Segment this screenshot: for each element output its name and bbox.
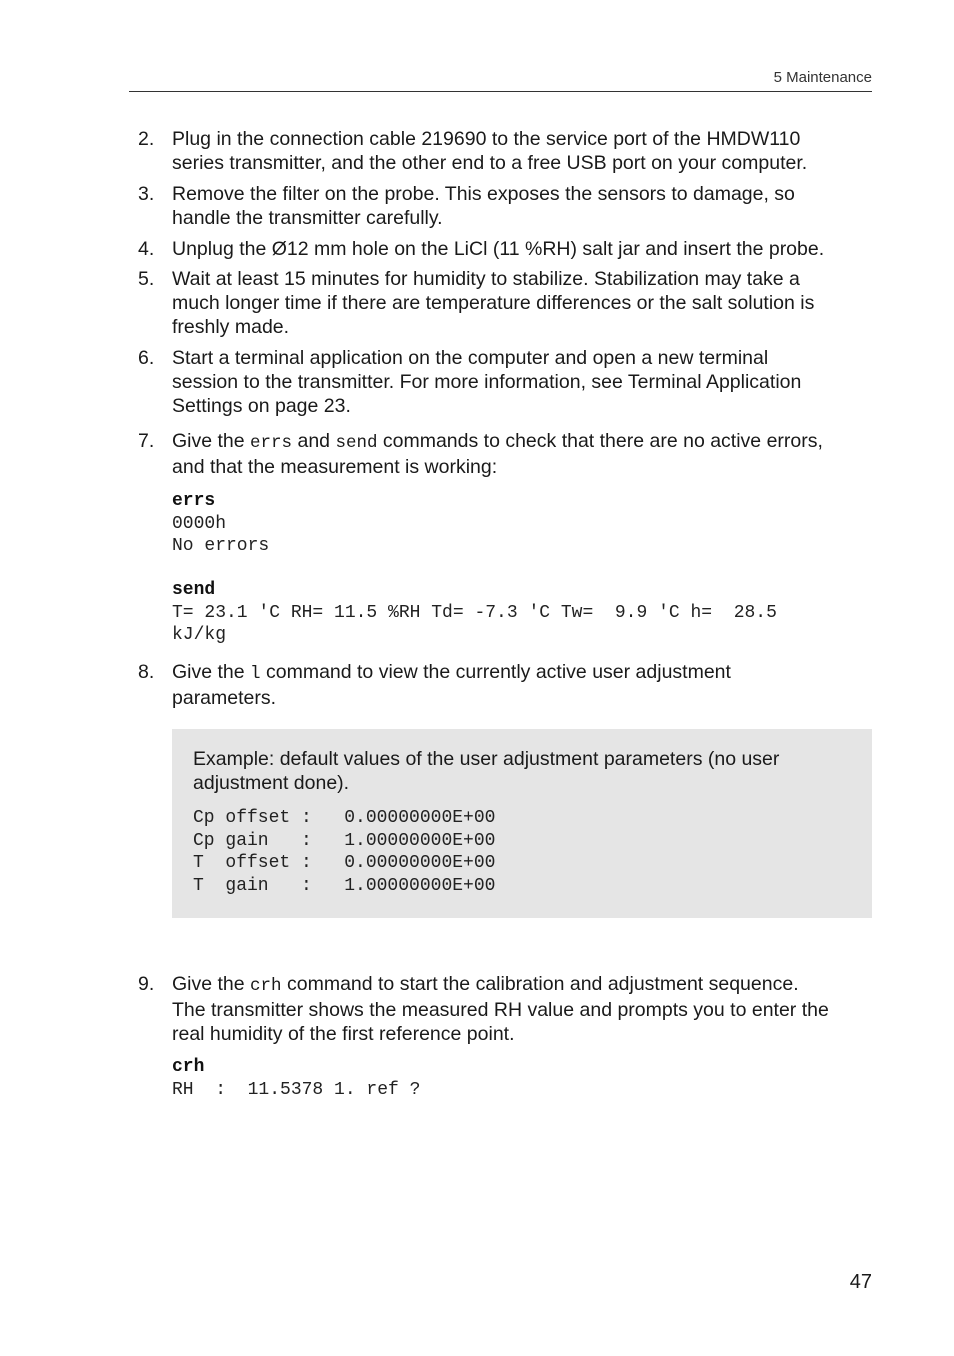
- step-line: Remove the filter on the probe. This exposes the sensors to damage, so: [172, 183, 795, 205]
- step-line: Start a terminal application on the computer and open a new terminal: [172, 347, 769, 369]
- code-block-crh: [172, 1056, 420, 1101]
- step-text: [172, 127, 874, 175]
- code-output-line: RH : 11.5378 1. ref ?: [172, 1079, 421, 1100]
- code-block-send: [172, 579, 777, 647]
- step-number: 8.: [138, 661, 155, 683]
- command-name: errs: [250, 433, 293, 453]
- code-output-line: T offset : 0.00000000E+00: [193, 853, 496, 873]
- step-line: Settings on page 23.: [172, 395, 351, 417]
- code-output-line: Cp gain : 1.00000000E+00: [193, 830, 496, 851]
- code-output-line: Cp offset : 0.00000000E+00: [193, 808, 496, 828]
- code-output-line: kJ/kg: [172, 625, 227, 645]
- step-text-fragment: Give the: [172, 973, 251, 995]
- step-number: 7.: [138, 430, 155, 452]
- step-line: much longer time if there are temperature differences or the salt solution is: [172, 292, 815, 314]
- step-line: and that the measurement is working:: [172, 456, 498, 478]
- code-command: errs: [172, 491, 216, 511]
- step-text-fragment: and: [292, 430, 336, 452]
- step-text-fragment: Give the: [172, 661, 251, 683]
- example-caption: [193, 747, 779, 795]
- step-line: The transmitter shows the measured RH value and prompts you to enter the: [172, 999, 829, 1021]
- example-line: Example: default values of the user adjustment parameters (no user: [193, 748, 780, 770]
- step-line: handle the transmitter carefully.: [172, 207, 443, 229]
- example-code: [193, 807, 495, 897]
- step-line: real humidity of the first reference point.: [172, 1023, 515, 1045]
- code-output-line: T= 23.1 'C RH= 11.5 %RH Td= -7.3 'C Tw= 9.9 'C h= 28.5: [172, 602, 777, 623]
- step-text-fragment: command to start the calibration and adjustment sequence.: [281, 973, 799, 995]
- step-text: [172, 346, 874, 418]
- step-text-fragment: Give the: [172, 430, 251, 452]
- step-line: [172, 429, 874, 455]
- step-number: 9.: [138, 973, 155, 995]
- step-text: [172, 182, 874, 230]
- step-text-fragment: commands to check that there are no active errors,: [377, 430, 823, 452]
- step-number: 2.: [138, 128, 155, 150]
- step-line: [172, 972, 874, 998]
- step-text: [172, 267, 874, 339]
- example-line: adjustment done).: [193, 772, 350, 794]
- code-command: crh: [172, 1057, 205, 1077]
- command-name: send: [335, 433, 378, 453]
- step-line: Unplug the Ø12 mm hole on the LiCl (11 %RH) salt jar and insert the probe.: [172, 238, 825, 260]
- step-text-fragment: command to view the currently active user adjustment: [260, 661, 731, 683]
- step-number: 4.: [138, 238, 155, 260]
- step-text: [172, 972, 874, 1046]
- step-line: Plug in the connection cable 219690 to the service port of the HMDW110: [172, 128, 801, 150]
- section-title: 5 Maintenance: [773, 69, 872, 86]
- code-output-line: No errors: [172, 536, 270, 556]
- code-output-line: 0000h: [172, 513, 227, 534]
- step-line: parameters.: [172, 687, 277, 709]
- step-number: 6.: [138, 347, 155, 369]
- code-block-errs: [172, 490, 269, 558]
- step-number: 3.: [138, 183, 155, 205]
- example-box: [172, 729, 872, 918]
- code-command: send: [172, 580, 216, 600]
- step-line: series transmitter, and the other end to a free USB port on your computer.: [172, 152, 808, 174]
- step-text: [172, 237, 874, 261]
- header-divider: [129, 91, 872, 92]
- page-number: 47: [849, 1271, 872, 1293]
- code-output-line: T gain : 1.00000000E+00: [193, 875, 496, 896]
- step-text: [172, 429, 874, 479]
- command-name: crh: [250, 976, 282, 996]
- step-line: Wait at least 15 minutes for humidity to stabilize. Stabilization may take a: [172, 268, 800, 290]
- step-text: [172, 660, 874, 710]
- step-line: [172, 660, 874, 686]
- step-line: session to the transmitter. For more information, see Terminal Application: [172, 371, 802, 393]
- step-number: 5.: [138, 268, 155, 290]
- command-name: l: [250, 664, 261, 684]
- step-line: freshly made.: [172, 316, 290, 338]
